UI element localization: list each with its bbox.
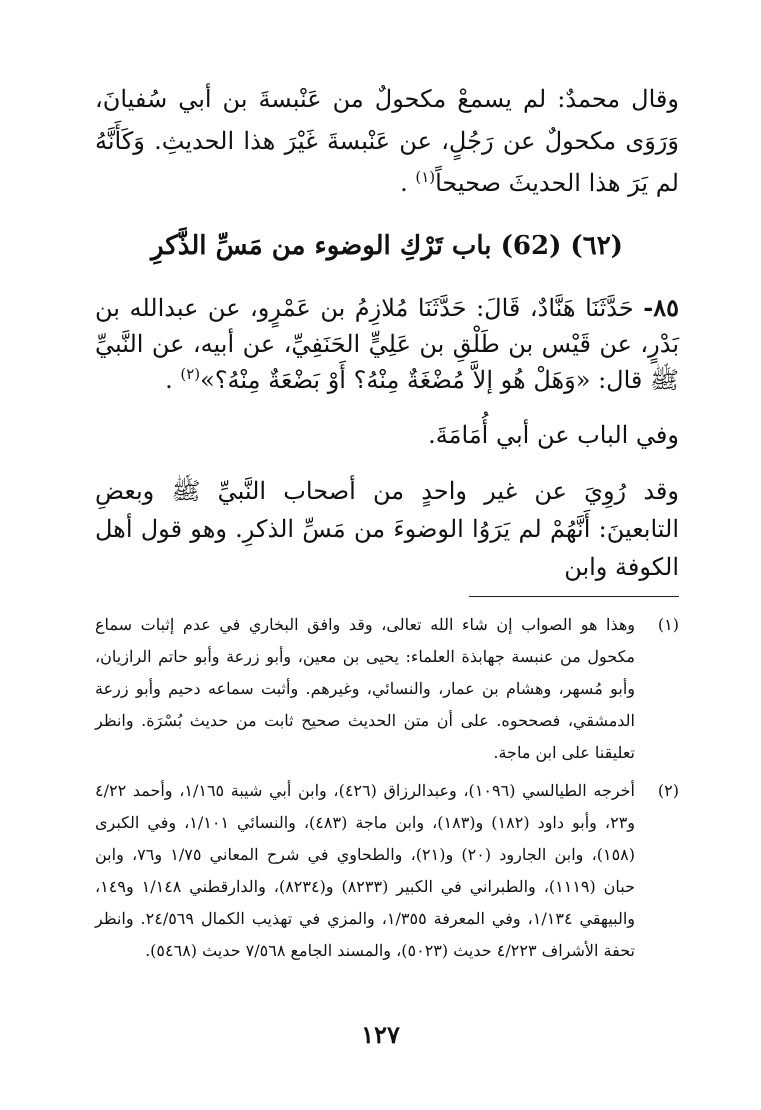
opening-paragraph	[95, 78, 679, 204]
footnotes-section	[95, 609, 679, 967]
bab-line: وفي الباب عن أبي أُمَامَةَ.	[428, 421, 679, 449]
hadith-text: حَدَّثَنَا هَنَّادٌ، قَالَ: حَدَّثَنَا مُلازِمُ بن عَمْرٍو، عن عبدالله بن بَدْرٍ، عن قَيْس بن طَلْقِ بن عَلِيٍّ الحَنَفِيِّ، عن أبيه، عن النَّبيِّ ﷺ قال: «وَهَلْ هُو إلاَّ مُضْغَةٌ مِنْهُ؟ أَوْ بَضْعَةٌ مِنْهُ؟»	[95, 294, 679, 394]
hadith-number: ٨٥-	[643, 293, 679, 322]
scholars-paragraph: وقد رُوِيَ عن غير واحدٍ من أصحاب النَّبيِّ ﷺ وبعضِ التابعينَ: أَنَّهُمْ لم يَرَوُا الوضوءَ من مَسِّ الذكرِ. وهو قول أهل الكوفة وابن	[95, 477, 679, 581]
page-number: ١٢٧	[361, 1020, 400, 1049]
footnote-divider	[469, 596, 679, 597]
opening-paragraph-tail: .	[400, 169, 416, 197]
footnote-number: (٢)	[657, 781, 679, 800]
hadith-paragraph	[95, 290, 679, 398]
hadith-tail: .	[165, 366, 181, 394]
book-page	[95, 78, 679, 1078]
footnote-reference-2[interactable]: (٢)	[180, 365, 201, 383]
footnote-reference-1[interactable]: (١)	[415, 168, 436, 186]
footnote-number: (١)	[657, 615, 679, 634]
footnote-text: وهذا هو الصواب إن شاء الله تعالى، وقد وافق البخاري في عدم إثبات سماع مكحول من عنبسة جهابذة العلماء: يحيى بن معين، وأبو زرعة وأبو حاتم الرازيان، وأبو مُسهر، وهشام بن عمار، والنسائي، وغيرهم. وأثبت سماعه دحيم وأبو زرعة الدمشقي، فصححوه. على أن متن الحديث صحيح ثابت من حديث بُسْرَة. وانظر تعليقنا على ابن ماجة.	[95, 615, 636, 762]
opening-paragraph-text: وقال محمدٌ: لم يسمعْ مكحولٌ من عَنْبسةَ بن أبي سُفيانَ، وَرَوَى مكحولٌ عن رَجُلٍ، عن عَنْبسةَ غَيْرَ هذا الحديثِ. وَكَأَنَّهُ لم يَرَ هذا الحديثَ صحيحاً	[95, 85, 679, 197]
footnote-1	[95, 609, 679, 769]
footnote-text: أخرجه الطيالسي (١٠٩٦)، وعبدالرزاق (٤٢٦)، وابن أبي شيبة ١/١٦٥، وأحمد ٤/٢٢ و٢٣، وأبو داود (١٨٢) و(١٨٣)، وابن ماجة (٤٨٣)، والنسائي ١/١٠١، وفي الكبرى (١٥٨)، وابن الجارود (٢٠) و(٢١)، والطحاوي في شرح المعاني ١/٧٥ و٧٦، وابن حبان (١١١٩)، والطبراني في الكبير (٨٢٣٣) و(٨٢٣٤)، والدارقطني ١/١٤٨ و١٤٩، والبيهقي ١/١٣٤، وفي المعرفة ١/٣٥٥، والمزي في تهذيب الكمال ٢٤/٥٦٩. وانظر تحفة الأشراف ٤/٢٢٣ حديث (٥٠٢٣)، والمسند الجامع ٧/٥٦٨ حديث (٥٤٦٨).	[95, 781, 636, 960]
chapter-heading: (٦٢) (62) باب تَرْكِ الوضوء من مَسِّ الذَّكرِ	[151, 231, 623, 261]
footnote-2	[95, 775, 679, 967]
